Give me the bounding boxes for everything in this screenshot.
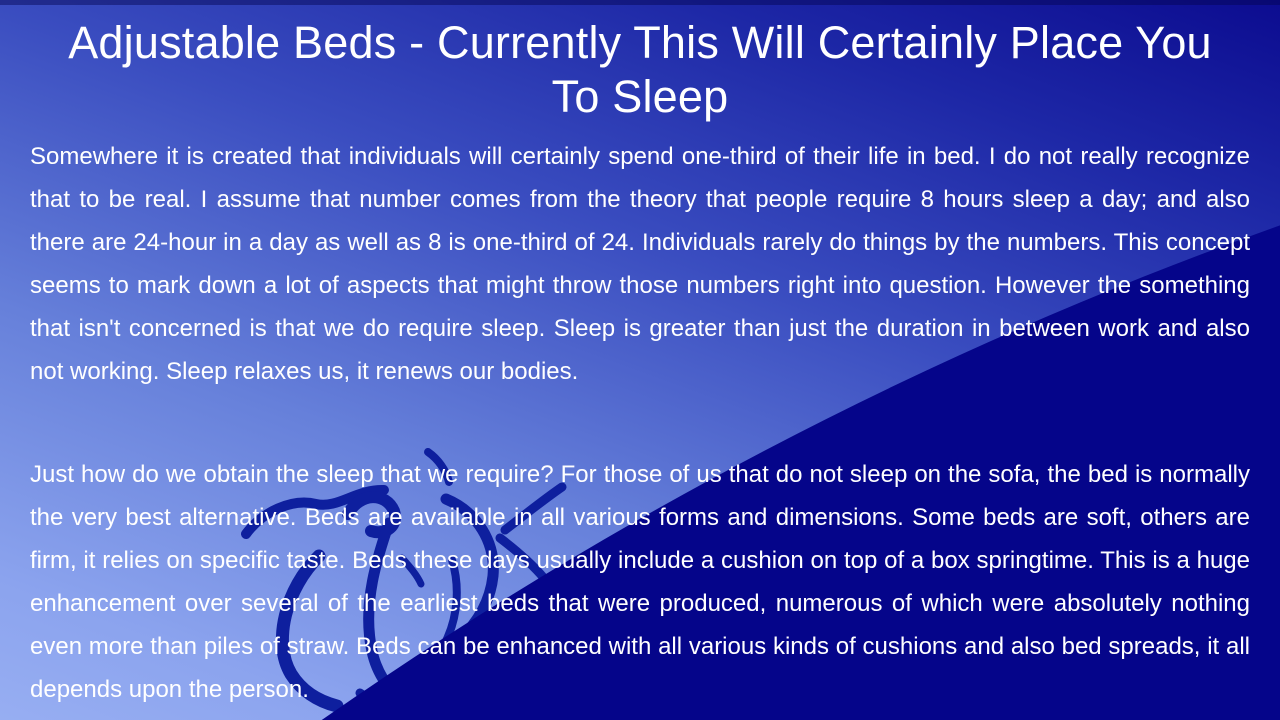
paragraph-1: Somewhere it is created that individuals will certainly spend one-third of their life in bed. I do not really recognize that to be real. I assume that number comes from the theory that people require 8 hours sleep a day; and also there are 24-hour in a day as well as 8 is one-third of 24. Individuals rarely do things by the numbers. This concept seems to mark down a lot of aspects that might throw those numbers right into question. However the something that isn't concerned is that we do require sleep. Sleep is greater than just the duration in between work and also not working. Sleep relaxes us, it renews our bodies.: [30, 143, 1250, 385]
top-edge-vignette: [0, 0, 1280, 5]
slide-body: [30, 135, 1250, 711]
paragraph-2: Just how do we obtain the sleep that we require? For those of us that do not sleep on the sofa, the bed is normally the very best alternative. Beds are available in all various forms and dimensions. Some beds are soft, others are firm, it relies on specific taste. Beds these days usually include a cushion on top of a box springtime. This is a huge enhancement over several of the earliest beds that were produced, numerous of which were absolutely nothing even more than piles of straw. Beds can be enhanced with all various kinds of cushions and also bed spreads, it all depends upon the person.: [30, 461, 1250, 703]
slide-title: Adjustable Beds - Currently This Will Certainly Place You To Sleep: [68, 17, 1212, 122]
